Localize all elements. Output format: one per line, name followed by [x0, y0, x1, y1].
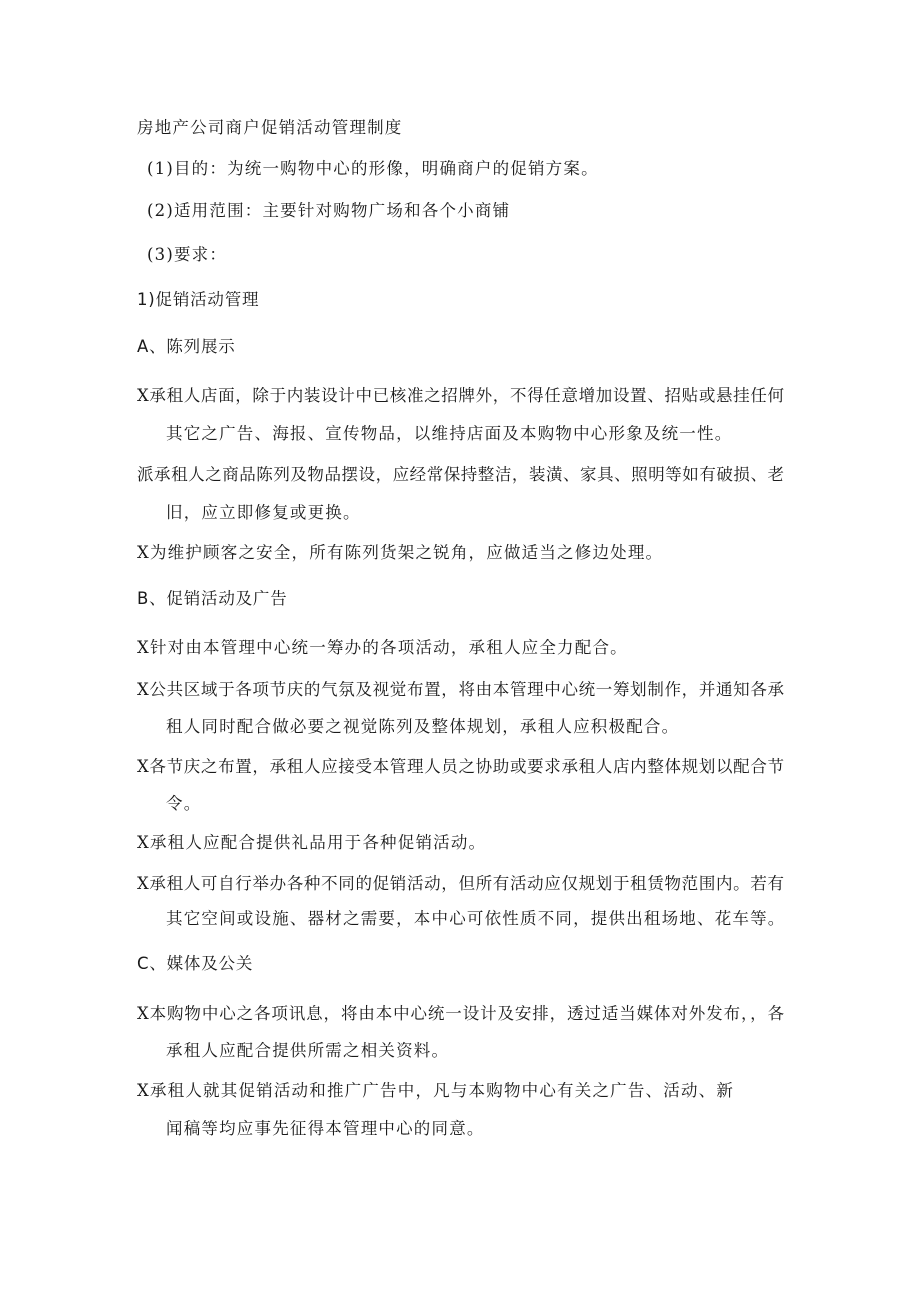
section-1-heading: 1)促销活动管理 [137, 290, 260, 309]
section-b-heading: B、促销活动及广告 [137, 589, 288, 608]
section-b-item-5-line-1: X承租人可自行举办各种不同的促销活动，但所有活动应仅规划于租赁物范围内。若有 [137, 874, 784, 893]
section-c-heading: C、媒体及公关 [137, 954, 254, 973]
section-b-item-5-line-2: 其它空间或设施、器材之需要，本中心可依性质不同，提供出租场地、花车等。 [166, 909, 786, 928]
section-a-item-2-line-2: 旧，应立即修复或更换。 [166, 503, 361, 522]
section-a-item-1-line-2: 其它之广告、海报、宣传物品，以维持店面及本购物中心形象及统一性。 [166, 424, 733, 443]
section-b-item-2-line-2: 租人同时配合做必要之视觉陈列及整体规划，承租人应积极配合。 [166, 717, 680, 736]
document-title: 房地产公司商户促销活动管理制度 [137, 118, 403, 137]
section-b-item-4: X承租人应配合提供礼品用于各种促销活动。 [137, 833, 487, 852]
section-a-item-3: X为维护顾客之安全，所有陈列货架之锐角，应做适当之修边处理。 [137, 543, 664, 562]
section-b-item-1: X针对由本管理中心统一筹办的各项活动，承租人应全力配合。 [137, 638, 628, 657]
section-a-item-2-line-1: 派承租人之商品陈列及物品摆设，应经常保持整洁，装潢、家具、照明等如有破损、老 [137, 465, 784, 484]
requirements-line: (3)要求： [147, 245, 228, 264]
section-b-item-3-line-1: X各节庆之布置，承租人应接受本管理人员之协助或要求承租人店内整体规划以配合节 [137, 757, 784, 776]
purpose-line: (1)目的：为统一购物中心的形像，明确商户的促销方案。 [147, 159, 599, 178]
section-c-item-1-line-2: 承租人应配合提供所需之相关资料。 [166, 1041, 450, 1060]
section-c-item-2-line-1: X承租人就其促销活动和推广广告中，凡与本购物中心有关之广告、活动、新 [137, 1081, 735, 1100]
section-b-item-3-line-2: 令。 [166, 794, 202, 813]
section-c-item-2-line-2: 闻稿等均应事先征得本管理中心的同意。 [166, 1119, 485, 1138]
section-a-item-1-line-1: X承租人店面，除于内装设计中已核准之招牌外，不得任意增加设置、招贴或悬挂任何 [137, 386, 784, 405]
section-a-heading: A、陈列展示 [137, 337, 236, 356]
section-c-item-1-line-1: X本购物中心之各项讯息，将由本中心统一设计及安排，透过适当媒体对外发布，，各 [137, 1004, 784, 1023]
section-b-item-2-line-1: X公共区域于各项节庆的气氛及视觉布置，将由本管理中心统一筹划制作，并通知各承 [137, 680, 784, 699]
scope-line: (2)适用范围：主要针对购物广场和各个小商铺 [147, 201, 511, 220]
